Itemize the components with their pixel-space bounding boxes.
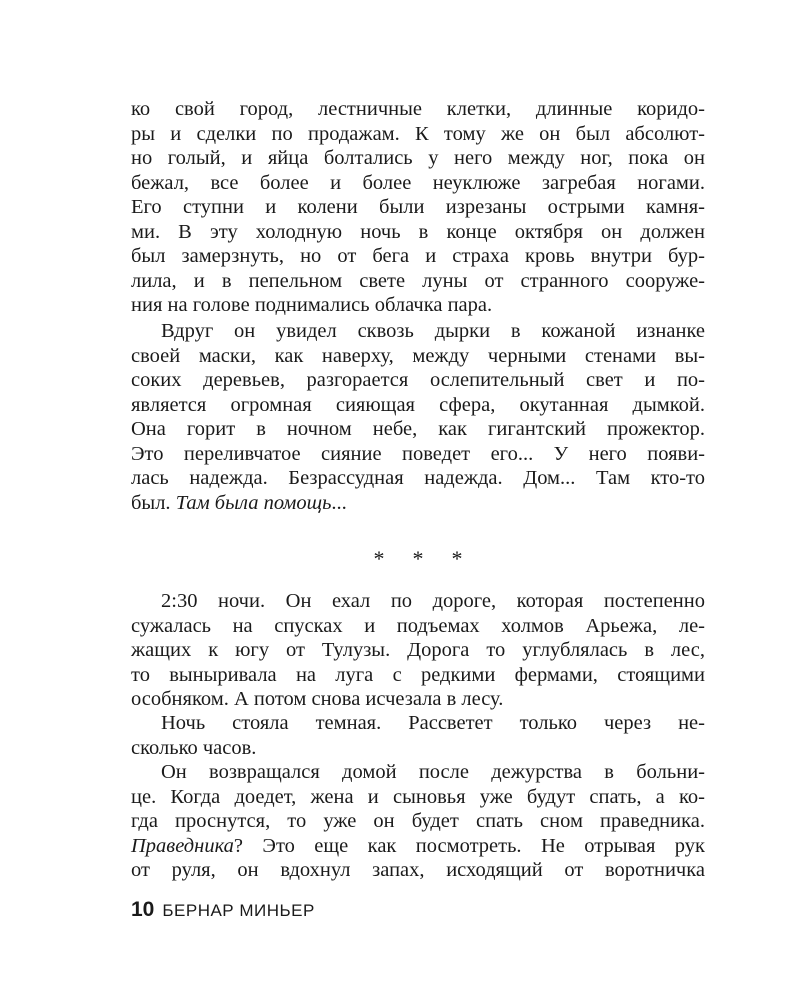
text-line <box>131 834 705 859</box>
text-line: Он возвращался домой после дежурства в больни- <box>161 761 705 783</box>
text-line: лась надежда. Безрассудная надежда. Дом... Там кто-то <box>131 467 705 489</box>
section-separator <box>131 546 705 572</box>
text-line: особняком. А потом снова исчезала в лесу. <box>131 688 504 710</box>
text-line: ко свой город, лестничные клетки, длинные коридо- <box>131 98 705 120</box>
text-line: ры и сделки по продажам. К тому же он был абсолют- <box>131 122 705 145</box>
text-line: Это переливчатое сияние поведет его... У него появи- <box>131 442 705 465</box>
text-line: своей маски, как наверху, между черными стенами вы- <box>131 344 705 367</box>
paragraph-2 <box>131 319 705 515</box>
text-line: Его ступни и колени были изрезаны острыми камня- <box>131 196 705 218</box>
paragraph-1 <box>131 97 705 318</box>
text-run: ... <box>331 491 347 514</box>
italic-text: Праведника <box>131 834 234 857</box>
text-line: Она горит в ночном небе, как гигантский прожектор. <box>131 418 705 440</box>
running-head: БЕРНАР МИНЬЕР <box>162 901 315 920</box>
separator-asterisk: * <box>412 546 424 571</box>
text-line: жащих к югу от Тулузы. Дорога то углублялась в лес, <box>131 639 705 661</box>
text-line: сужалась на спусках и подъемах холмов Арьежа, ле- <box>131 614 705 637</box>
text-line: гда проснутся, то уже он будет спать сном праведника. <box>131 810 705 832</box>
text-line: 2:30 ночи. Он ехал по дороге, которая постепенно <box>161 590 705 612</box>
text-line: Вдруг он увидел сквозь дырки в кожаной изнанке <box>161 320 705 342</box>
text-line: це. Когда доедет, жена и сыновья уже будут спать, а ко- <box>131 785 705 808</box>
text-line: бежал, все более и более неуклюже загребая ногами. <box>131 171 705 194</box>
text-line: был замерзнуть, но от бега и страха кровь внутри бур- <box>131 245 705 267</box>
text-line: соких деревьев, разгорается ослепительный свет и по- <box>131 369 705 391</box>
text-line: является огромная сияющая сфера, окутанная дымкой. <box>131 393 705 416</box>
text-run: ? Это еще как посмотреть. Не отрывая рук <box>233 834 705 857</box>
text-line: лила, и в пепельном свете луны от странного сооруже- <box>131 269 705 292</box>
paragraph-5 <box>131 760 705 883</box>
separator-asterisk: * <box>373 546 385 571</box>
paragraph-4 <box>131 711 705 760</box>
italic-text: Там была помощь <box>175 491 332 514</box>
text-line: то выныривала на луга с редкими фермами, стоящими <box>131 663 705 686</box>
separator-asterisk: * <box>451 546 463 571</box>
text-line: но голый, и яйца болтались у него между ног, пока он <box>131 147 705 169</box>
text-line: ния на голове поднимались облачка пара. <box>131 294 493 316</box>
text-line: от руля, он вдохнул запах, исходящий от воротничка <box>131 859 705 881</box>
paragraph-3 <box>131 589 705 712</box>
text-line: Ночь стояла темная. Рассветет только через не- <box>161 712 705 734</box>
page-footer <box>131 897 315 923</box>
text-line: сколько часов. <box>131 736 257 759</box>
text-line: ми. В эту холодную ночь в конце октября он должен <box>131 220 705 243</box>
text-run: был. <box>131 491 176 514</box>
text-line <box>131 491 705 516</box>
page-number: 10 <box>131 898 155 921</box>
